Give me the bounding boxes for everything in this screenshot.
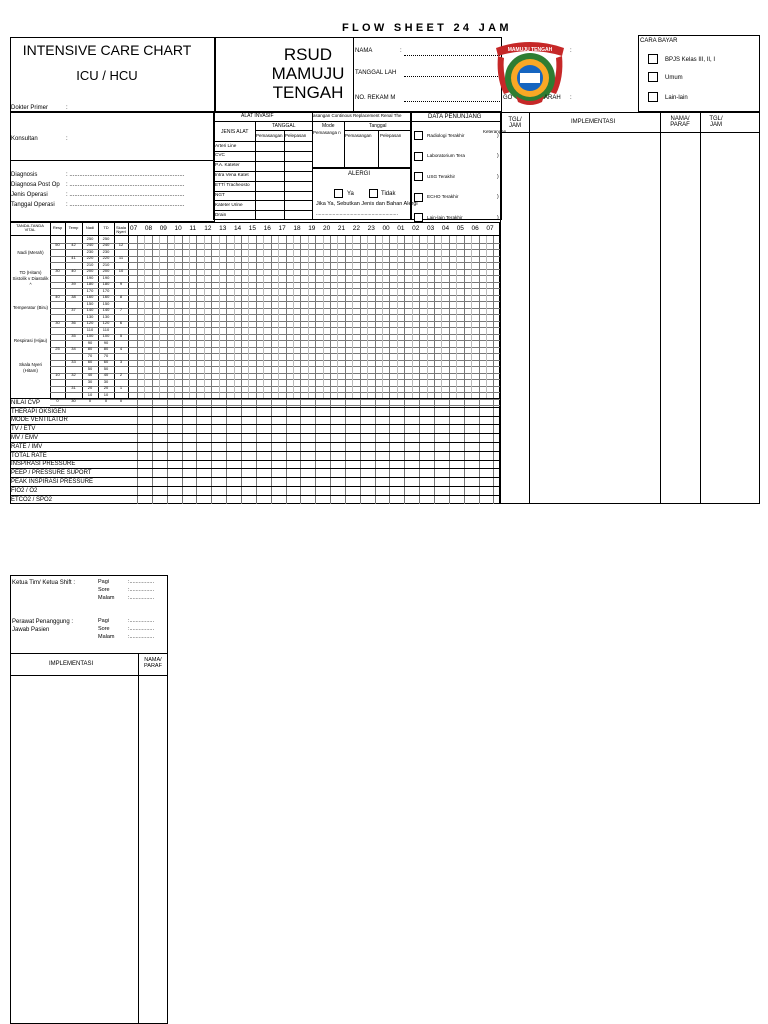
lain-checkbox[interactable] xyxy=(648,92,658,102)
alergi-note: Jika Ya, Sebutkan Jenis dan Bahan Alergi xyxy=(316,201,418,207)
penunjang-title: DATA PENUNJANG xyxy=(428,114,482,120)
vitals-scale-value: 120 xyxy=(86,320,94,326)
vitals-scale-line xyxy=(50,392,500,393)
vitals-scale-value: 90 xyxy=(103,339,109,345)
vitals-scale-value: 170 xyxy=(86,287,94,293)
vitals-half-line xyxy=(367,236,368,398)
vitals-scale-value: 20 xyxy=(87,385,93,391)
vitals-scale-line xyxy=(50,314,500,315)
vitals-scale-value: 230 xyxy=(102,248,110,254)
vitals-hour-line xyxy=(286,236,287,504)
vitals-hour-line xyxy=(345,236,346,504)
vitals-hour-line xyxy=(226,236,227,504)
crrt-mode-sub: Pemasanga n xyxy=(313,130,341,135)
perawat-label: Perawat Penanggung : xyxy=(12,619,74,625)
vitals-scale-value: 200 xyxy=(102,268,110,274)
shift-label: Sore xyxy=(98,626,110,632)
vitals-scale-value: 90 xyxy=(87,339,93,345)
vitals-half-line xyxy=(174,236,175,398)
vitals-hour-line xyxy=(300,236,301,504)
jawab-label: Jawab Pasien xyxy=(12,627,50,633)
vitals-scale-value: 31 xyxy=(71,385,76,391)
param-row-label: TOTAL RATE xyxy=(11,452,47,459)
vitals-col-header: Temp xyxy=(68,225,79,230)
vitals-scale-value: 30 xyxy=(55,320,60,326)
vitals-col-header: Resp xyxy=(52,225,63,230)
vitals-scale-value: 30 xyxy=(87,378,93,384)
param-row-label: MODE VENTILATOR xyxy=(11,417,68,424)
vitals-hour: 06 xyxy=(471,225,479,232)
vitals-scale-value: 4 xyxy=(119,346,123,352)
shift-dots: :................ xyxy=(128,587,154,593)
shift-dots: :................ xyxy=(128,595,154,601)
crrt-title: asangan Continous Replacement Renal The xyxy=(313,113,402,118)
param-row-label: TV / ETV xyxy=(11,426,36,433)
crrt-pemasangan-label: Pemasangan xyxy=(345,133,372,138)
vitals-scale-value: 34 xyxy=(71,346,76,352)
param-row-line xyxy=(10,460,500,461)
param-row-line xyxy=(10,442,500,443)
chart-title: INTENSIVE CARE CHART xyxy=(22,42,192,58)
dokter-primer-label: Dokter Primer xyxy=(11,105,49,111)
vitals-scale-value: 200 xyxy=(86,268,94,274)
nama-label: NAMA xyxy=(355,48,373,54)
alat-item: P.A. Kateter xyxy=(215,162,240,168)
vitals-scale-value: 32 xyxy=(71,372,76,378)
param-row-line xyxy=(10,451,500,452)
vitals-half-line xyxy=(323,236,324,398)
vitals-half-line xyxy=(337,236,338,398)
vitals-scale-value: 3 xyxy=(119,359,123,365)
chart-subtitle: ICU / HCU xyxy=(76,68,138,83)
alergi-ya-checkbox[interactable] xyxy=(334,189,343,198)
param-row-label: ETCO2 / SPO2 xyxy=(11,496,53,503)
alergi-ya-label: Ya xyxy=(347,191,354,197)
vitals-scale-value: 36 xyxy=(71,320,76,326)
no-rekam-field[interactable] xyxy=(404,101,500,102)
vitals-scale-value: 40 xyxy=(87,372,93,378)
vitals-hour: 11 xyxy=(189,225,197,232)
vitals-hour: 20 xyxy=(323,225,331,232)
vitals-scale-value: 50 xyxy=(55,242,60,248)
vitals-hour-line xyxy=(434,236,435,504)
konsultan-label: Konsultan xyxy=(11,136,38,142)
vitals-half-line xyxy=(219,236,220,398)
umum-checkbox[interactable] xyxy=(648,72,658,82)
vitals-hour-line xyxy=(152,236,153,504)
page2-box xyxy=(10,575,168,1024)
vitals-scale-line xyxy=(50,262,500,263)
vitals-legend-item: Respirasi (Hijau) xyxy=(13,338,48,343)
vitals-scale-value: 210 xyxy=(102,261,110,267)
vitals-scale-value: 40 xyxy=(103,372,109,378)
vitals-scale-value: 50 xyxy=(87,365,93,371)
vitals-hour-line xyxy=(241,236,242,504)
vitals-hour: 18 xyxy=(293,225,301,232)
penunjang-keterangan: Keterangan xyxy=(483,129,507,134)
vitals-half-line xyxy=(204,236,205,398)
vitals-hour: 19 xyxy=(308,225,316,232)
vitals-scale-value: 120 xyxy=(102,320,110,326)
vitals-scale-value: 50 xyxy=(103,365,109,371)
vitals-hour-line xyxy=(196,236,197,504)
vitals-scale-value: 10 xyxy=(55,372,60,378)
vitals-hour-line xyxy=(479,236,480,504)
vitals-hour-line xyxy=(182,236,183,504)
vitals-scale-value: 220 xyxy=(102,255,110,261)
vitals-scale-value: 150 xyxy=(102,300,110,306)
ruang-label: ARAH xyxy=(544,95,561,101)
vitals-scale-line xyxy=(50,275,500,276)
vitals-scale-value: 80 xyxy=(87,346,93,352)
vitals-half-line xyxy=(427,236,428,398)
alat-pelepasan-label: Pelepasan xyxy=(285,133,307,138)
vitals-scale-value: 35 xyxy=(71,333,76,339)
vitals-hour: 01 xyxy=(397,225,405,232)
vitals-scale-value: 41 xyxy=(71,255,76,261)
vitals-half-line xyxy=(234,236,235,398)
vitals-half-line xyxy=(456,236,457,398)
ruang-marker: GO xyxy=(503,95,513,101)
vitals-hour-line xyxy=(464,236,465,504)
crrt-mode-label: Mode xyxy=(322,123,335,129)
page2-implementasi-header: IMPLEMENTASI xyxy=(49,661,94,667)
param-row-label: MV / EMV xyxy=(11,435,39,441)
vitals-scale-value: 220 xyxy=(86,255,94,261)
vitals-scale-value: 170 xyxy=(102,287,110,293)
param-row-line xyxy=(10,416,500,417)
vitals-scale-value: 30 xyxy=(55,268,60,274)
param-row-line xyxy=(10,433,500,434)
vitals-scale-value: 160 xyxy=(102,294,110,300)
vitals-half-line xyxy=(308,236,309,398)
alat-item: NGT xyxy=(215,192,225,197)
vitals-scale-value: 10 xyxy=(103,391,109,397)
penunjang-checkbox[interactable] xyxy=(414,213,423,222)
tanggal-operasi-label: Tanggal Operasi xyxy=(11,202,55,208)
crrt-pelepasan-label: Pelepasan xyxy=(380,133,402,138)
vitals-scale-value: 7 xyxy=(119,307,123,313)
vitals-half-line xyxy=(248,236,249,398)
vitals-scale-value: 40 xyxy=(55,294,60,300)
penunjang-checkbox[interactable] xyxy=(414,193,423,202)
vitals-scale-line xyxy=(50,353,500,354)
ketua-label: Ketua Tim/ Ketua Shift : xyxy=(12,580,76,586)
vitals-scale-line xyxy=(50,366,500,367)
vitals-scale-value: 210 xyxy=(86,261,94,267)
vitals-scale-value: 8 xyxy=(119,294,123,300)
penunjang-item: Laboratorium Tera xyxy=(427,153,465,158)
alat-pemasangan-label: Pemasangan xyxy=(256,133,283,138)
vitals-hour: 07 xyxy=(486,225,494,232)
bpjs-checkbox[interactable] xyxy=(648,54,658,64)
vitals-half-line xyxy=(486,236,487,398)
vitals-scale-value: 10 xyxy=(87,391,93,397)
alergi-title: ALERGI xyxy=(348,171,371,177)
shift-label: Malam xyxy=(98,595,115,601)
vitals-hour-line xyxy=(360,236,361,504)
tanda-vital-header: TANDA-TANDA VITAL xyxy=(16,223,44,232)
penunjang-item: Lain-lain Terakhir xyxy=(427,214,463,220)
vitals-scale-value: 9 xyxy=(119,281,123,287)
implementasi-right-table xyxy=(500,112,760,504)
param-row-label: INSPIRASI PRESSURE xyxy=(11,461,76,468)
no-rekam-label: NO. REKAM M xyxy=(355,95,396,101)
param-row-label: PEAK INSPIRASI PRESSURE xyxy=(11,479,94,485)
vitals-scale-value: 100 xyxy=(86,333,94,339)
vitals-scale-value: 0 xyxy=(88,398,92,404)
vitals-scale-value: 0 xyxy=(56,398,59,404)
vitals-scale-value: 0 xyxy=(119,398,123,404)
vitals-scale-value: 42 xyxy=(71,242,76,248)
right-tgl-jam2-header: TGL/ JAM xyxy=(709,116,723,128)
penunjang-checkbox[interactable] xyxy=(414,172,423,181)
vitals-scale-line xyxy=(50,288,500,289)
vitals-scale-value: 60 xyxy=(87,359,93,365)
vitals-scale-value: 130 xyxy=(86,313,94,319)
vitals-col-header: Skala Nyeri xyxy=(115,225,126,234)
vitals-scale-value: 38 xyxy=(71,294,76,300)
alat-row-line xyxy=(213,191,313,192)
param-row-line xyxy=(10,495,500,496)
vitals-scale-value: 33 xyxy=(71,359,76,365)
vitals-scale-line xyxy=(50,379,500,380)
vitals-hour-line xyxy=(271,236,272,504)
vitals-scale-value: 0 xyxy=(104,398,108,404)
vitals-scale-value: 240 xyxy=(86,242,94,248)
hospital-name: RSUD MAMUJU TENGAH xyxy=(271,45,345,102)
vitals-half-line xyxy=(144,236,145,398)
penunjang-item: Radiologi Terakhir xyxy=(427,132,465,138)
vitals-scale-value: 37 xyxy=(71,307,76,313)
vitals-half-line xyxy=(471,236,472,398)
param-row-line xyxy=(10,424,500,425)
lain-label: Lain-lain xyxy=(665,95,688,101)
vitals-scale-value: 30 xyxy=(103,378,109,384)
nama-field[interactable] xyxy=(404,55,500,56)
shift-dots: :................ xyxy=(128,579,154,585)
crrt-tanggal-label: Tanggal xyxy=(369,123,387,129)
shift-label: Pagi xyxy=(98,618,110,624)
param-row-label: PEEP / PRESSURE SUPORT xyxy=(11,470,92,477)
vitals-hour: 23 xyxy=(367,225,375,232)
vitals-hour: 02 xyxy=(412,225,420,232)
vitals-hour: 10 xyxy=(174,225,182,232)
alat-item: Drain xyxy=(215,211,227,217)
diagnosis-label: Diagnosis xyxy=(11,172,38,178)
vitals-hour: 14 xyxy=(233,225,242,232)
vitals-hour: 17 xyxy=(278,225,286,232)
vitals-hour-line xyxy=(315,236,316,504)
param-row-label: FIO2 / O2 xyxy=(11,487,38,494)
vitals-hour-line xyxy=(449,236,450,504)
shift-dots: :................ xyxy=(128,634,154,640)
vitals-scale-value: 12 xyxy=(118,242,124,248)
vitals-half-line xyxy=(352,236,353,398)
vitals-hour-line xyxy=(493,236,494,504)
right-nama-paraf-header: NAMA/ PARAF xyxy=(670,116,690,128)
vitals-hour: 08 xyxy=(144,225,153,232)
param-row-line xyxy=(10,486,500,487)
alat-item: Kateter Urine xyxy=(215,201,243,207)
vitals-scale-value: 240 xyxy=(102,242,110,248)
alat-item: ETT/ Tracheosto xyxy=(215,182,250,188)
vitals-scale-value: 39 xyxy=(71,281,76,287)
vitals-scale-line xyxy=(50,327,500,328)
vitals-hour: 15 xyxy=(248,225,257,232)
param-row-label: THERAPI OKSIGEN xyxy=(11,408,67,415)
vitals-scale-value: 160 xyxy=(86,294,94,300)
vitals-scale-value: 130 xyxy=(102,313,110,319)
right-tgl-jam-header: TGL/ JAM xyxy=(508,117,522,129)
penunjang-paren: ) xyxy=(497,214,499,221)
vitals-hour: 21 xyxy=(337,225,346,232)
vitals-half-line xyxy=(441,236,442,398)
vitals-col-header: TD xyxy=(103,225,109,230)
vitals-hour: 00 xyxy=(382,225,390,232)
vitals-hour: 05 xyxy=(456,225,464,232)
vitals-scale-value: 100 xyxy=(102,333,110,339)
shift-label: Pagi xyxy=(98,579,110,585)
vitals-scale-value: 30 xyxy=(71,398,76,404)
vitals-hour-line xyxy=(389,236,390,504)
bpjs-label: BPJS Kelas III, II, I xyxy=(665,57,716,63)
vitals-scale-value: 110 xyxy=(102,326,110,332)
vitals-scale-value: 10 xyxy=(118,268,124,274)
form-title: FLOW SHEET 24 JAM xyxy=(342,22,512,34)
vitals-scale-value: 11 xyxy=(118,255,124,261)
shift-label: Malam xyxy=(98,634,115,640)
umum-label: Umum xyxy=(665,75,683,81)
vitals-hour: 04 xyxy=(441,225,450,232)
vitals-hour-line xyxy=(256,236,257,504)
shift-dots: :................ xyxy=(128,618,154,624)
alat-row-line xyxy=(213,151,313,152)
vitals-half-line xyxy=(263,236,264,398)
vitals-scale-value: 190 xyxy=(102,274,110,280)
vitals-hour: 09 xyxy=(159,225,167,232)
vitals-hour: 03 xyxy=(427,225,435,232)
cara-bayar-label: CARA BAYAR xyxy=(640,38,678,44)
vitals-scale-value: 6 xyxy=(119,320,123,326)
vitals-scale-value: 80 xyxy=(103,346,109,352)
vitals-hour-line xyxy=(419,236,420,504)
vitals-scale-value: 250 xyxy=(102,235,110,241)
penunjang-item: ECHO Terakhir xyxy=(427,194,459,199)
vitals-hour: 16 xyxy=(263,225,271,232)
vitals-hour-line xyxy=(167,236,168,504)
vitals-legend-item: Temperatur (Biru) xyxy=(12,305,48,310)
tanggal-lahir-label: TANGGAL LAH xyxy=(355,70,397,76)
vitals-legend-item: Skala Nyeri (Hitam) xyxy=(18,362,42,373)
vitals-hour-line xyxy=(137,236,138,504)
param-row-label: NILAI CVP xyxy=(11,399,41,406)
alergi-tidak-checkbox[interactable] xyxy=(369,189,378,198)
vitals-hour-line xyxy=(375,236,376,504)
vitals-legend-item: Nadi (Merah) xyxy=(17,250,44,255)
vitals-hour: 22 xyxy=(352,225,360,232)
vitals-hour-line xyxy=(404,236,405,504)
shift-dots: :................ xyxy=(128,626,154,632)
vitals-scale-line xyxy=(50,301,500,302)
vitals-scale-value: 150 xyxy=(86,300,94,306)
vitals-scale-value: 140 xyxy=(86,307,94,313)
alergi-tidak-label: Tidak xyxy=(381,191,396,197)
vitals-scale-value: 230 xyxy=(86,248,94,254)
alat-tanggal-label: TANGGAL xyxy=(272,123,296,129)
diagnosis-post-label: Diagnosa Post Op xyxy=(11,182,60,188)
param-row-line xyxy=(10,407,500,408)
vitals-scale-value: 25 xyxy=(55,346,60,352)
param-row-label: RATE / IMV xyxy=(11,443,43,450)
alat-row-line xyxy=(213,210,313,211)
penunjang-paren: ) xyxy=(497,132,499,139)
jenis-alat-label: JENIS ALAT xyxy=(221,129,249,135)
vitals-scale-value: 1 xyxy=(119,385,123,391)
vitals-hour: 07 xyxy=(130,225,138,232)
vitals-scale-value: 110 xyxy=(86,326,94,332)
vitals-legend-item: TD (Hitam) Sistolik v Diastolik ^ xyxy=(12,270,49,287)
penunjang-paren: ) xyxy=(497,173,499,180)
vitals-scale-value: 70 xyxy=(87,352,93,358)
vitals-half-line xyxy=(412,236,413,398)
penunjang-paren: ) xyxy=(497,153,499,159)
tanggal-lahir-field[interactable] xyxy=(404,76,500,77)
vitals-hour: 12 xyxy=(204,225,212,232)
logo-banner-text: MAMUJU TENGAH xyxy=(507,47,553,53)
vitals-scale-value: 190 xyxy=(86,274,94,280)
jenis-operasi-label: Jenis Operasi xyxy=(11,192,48,198)
vitals-half-line xyxy=(293,236,294,398)
penunjang-item: USG Terakhir xyxy=(427,173,456,179)
vitals-scale-value: 180 xyxy=(102,281,110,287)
vitals-scale-value: 2 xyxy=(119,372,123,378)
right-implementasi-header: IMPLEMENTASI xyxy=(571,119,616,125)
alat-invasif-title: ALAT INVASIF xyxy=(241,113,274,119)
vitals-scale-value: 70 xyxy=(103,352,109,358)
vitals-scale-line xyxy=(50,340,500,341)
shift-label: Sore xyxy=(98,587,110,593)
alat-item: Intra Vena Katet xyxy=(215,172,249,178)
vitals-scale-value: 140 xyxy=(102,307,110,313)
vitals-hour: 13 xyxy=(219,225,227,232)
vitals-scale-line xyxy=(50,249,500,250)
penunjang-paren: ) xyxy=(497,194,499,200)
page2-nama-paraf-header: NAMA/ PARAF xyxy=(144,657,162,669)
vitals-half-line xyxy=(159,236,160,398)
vitals-scale-value: 180 xyxy=(86,281,94,287)
vitals-half-line xyxy=(397,236,398,398)
vitals-half-line xyxy=(278,236,279,398)
penunjang-checkbox[interactable] xyxy=(414,131,423,140)
vitals-scale-value: 5 xyxy=(119,333,123,339)
vitals-scale-value: 250 xyxy=(86,235,94,241)
alat-item: CVC xyxy=(215,152,225,158)
penunjang-checkbox[interactable] xyxy=(414,152,423,161)
vitals-col-header: Nadi xyxy=(85,225,95,230)
vitals-hour-line xyxy=(330,236,331,504)
vitals-half-line xyxy=(382,236,383,398)
vitals-scale-value: 20 xyxy=(103,385,109,391)
alat-row-line xyxy=(213,141,313,142)
alat-item: Arteri Line xyxy=(215,142,237,148)
vitals-hour-line xyxy=(211,236,212,504)
param-row-line xyxy=(10,398,500,399)
vitals-scale-value: 60 xyxy=(103,359,109,365)
vitals-half-line xyxy=(189,236,190,398)
vitals-scale-value: 40 xyxy=(71,268,76,274)
